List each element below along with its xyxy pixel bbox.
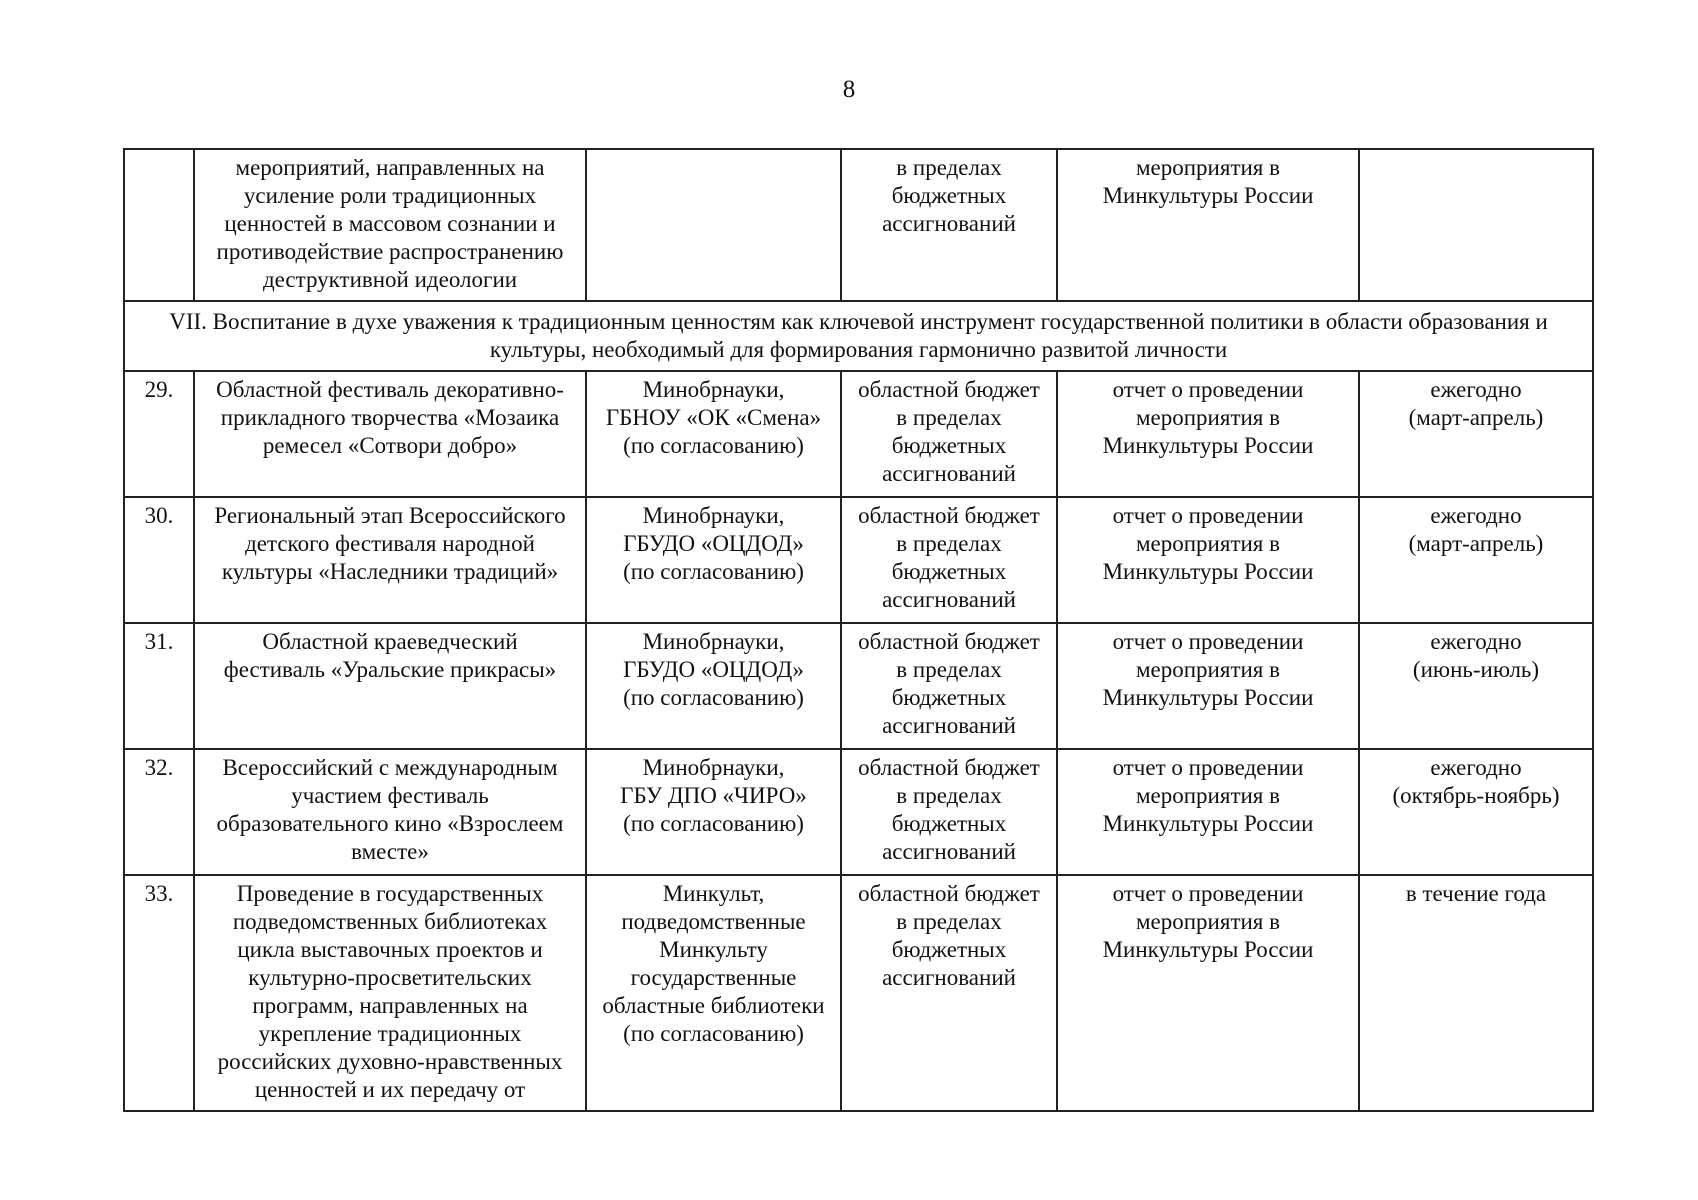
cell-executor	[586, 149, 841, 301]
cell-deadline: ежегодно (март-апрель)	[1359, 371, 1593, 497]
cell-deadline	[1359, 149, 1593, 301]
cell-event-name: Региональный этап Всероссийского детского фестиваля народной культуры «Наследники традиций»	[194, 497, 586, 623]
cell-executor: Минобрнауки, ГБУ ДПО «ЧИРО» (по согласованию)	[586, 749, 841, 875]
cell-funding: областной бюджет в пределах бюджетных ассигнований	[841, 749, 1057, 875]
cell-result: мероприятия в Минкультуры России	[1057, 149, 1359, 301]
cell-result: отчет о проведении мероприятия в Минкультуры России	[1057, 875, 1359, 1111]
cell-number: 32.	[124, 749, 194, 875]
page-number: 8	[842, 76, 856, 103]
cell-deadline: ежегодно (март-апрель)	[1359, 497, 1593, 623]
cell-event-name: Областной фестиваль декоративно- прикладного творчества «Мозаика ремесел «Сотвори добро»	[194, 371, 586, 497]
cell-number	[124, 149, 194, 301]
table-row	[124, 497, 1593, 623]
table-row	[124, 875, 1593, 1111]
cell-result: отчет о проведении мероприятия в Минкультуры России	[1057, 623, 1359, 749]
cell-funding: областной бюджет в пределах бюджетных ассигнований	[841, 371, 1057, 497]
cell-result: отчет о проведении мероприятия в Минкультуры России	[1057, 497, 1359, 623]
cell-result: отчет о проведении мероприятия в Минкультуры России	[1057, 371, 1359, 497]
cell-executor: Минобрнауки, ГБУДО «ОЦДОД» (по согласованию)	[586, 623, 841, 749]
table-row	[124, 371, 1593, 497]
cell-executor: Минкульт, подведомственные Минкульту государственные областные библиотеки (по согласованию)	[586, 875, 841, 1111]
cell-funding: областной бюджет в пределах бюджетных ассигнований	[841, 875, 1057, 1111]
cell-event-name: Областной краеведческий фестиваль «Уральские прикрасы»	[194, 623, 586, 749]
section-title: VII. Воспитание в духе уважения к традиционным ценностям как ключевой инструмент государственной политики в области образования и культуры, необходимый для формирования гармонично развитой личности	[124, 301, 1593, 371]
cell-executor: Минобрнауки, ГБУДО «ОЦДОД» (по согласованию)	[586, 497, 841, 623]
table-row	[124, 749, 1593, 875]
cell-number: 33.	[124, 875, 194, 1111]
table-row	[124, 623, 1593, 749]
cell-deadline: в течение года	[1359, 875, 1593, 1111]
cell-deadline: ежегодно (июнь-июль)	[1359, 623, 1593, 749]
plan-table	[123, 148, 1594, 1112]
table-row-continuation	[124, 149, 1593, 301]
cell-funding: областной бюджет в пределах бюджетных ассигнований	[841, 497, 1057, 623]
cell-event-name: мероприятий, направленных на усиление роли традиционных ценностей в массовом сознании и противодействие распространению деструктивной идеологии	[194, 149, 586, 301]
cell-deadline: ежегодно (октябрь-ноябрь)	[1359, 749, 1593, 875]
cell-number: 30.	[124, 497, 194, 623]
cell-funding: областной бюджет в пределах бюджетных ассигнований	[841, 623, 1057, 749]
cell-executor: Минобрнауки, ГБНОУ «ОК «Смена» (по согласованию)	[586, 371, 841, 497]
cell-result: отчет о проведении мероприятия в Минкультуры России	[1057, 749, 1359, 875]
cell-event-name: Всероссийский с международным участием фестиваль образовательного кино «Взрослеем вместе»	[194, 749, 586, 875]
section-header-row	[124, 301, 1593, 371]
cell-event-name: Проведение в государственных подведомственных библиотеках цикла выставочных проектов и культурно-просветительских программ, направленных на укрепление традиционных российских духовно-нравственных ценностей и их передачу от	[194, 875, 586, 1111]
cell-number: 29.	[124, 371, 194, 497]
cell-funding: в пределах бюджетных ассигнований	[841, 149, 1057, 301]
cell-number: 31.	[124, 623, 194, 749]
